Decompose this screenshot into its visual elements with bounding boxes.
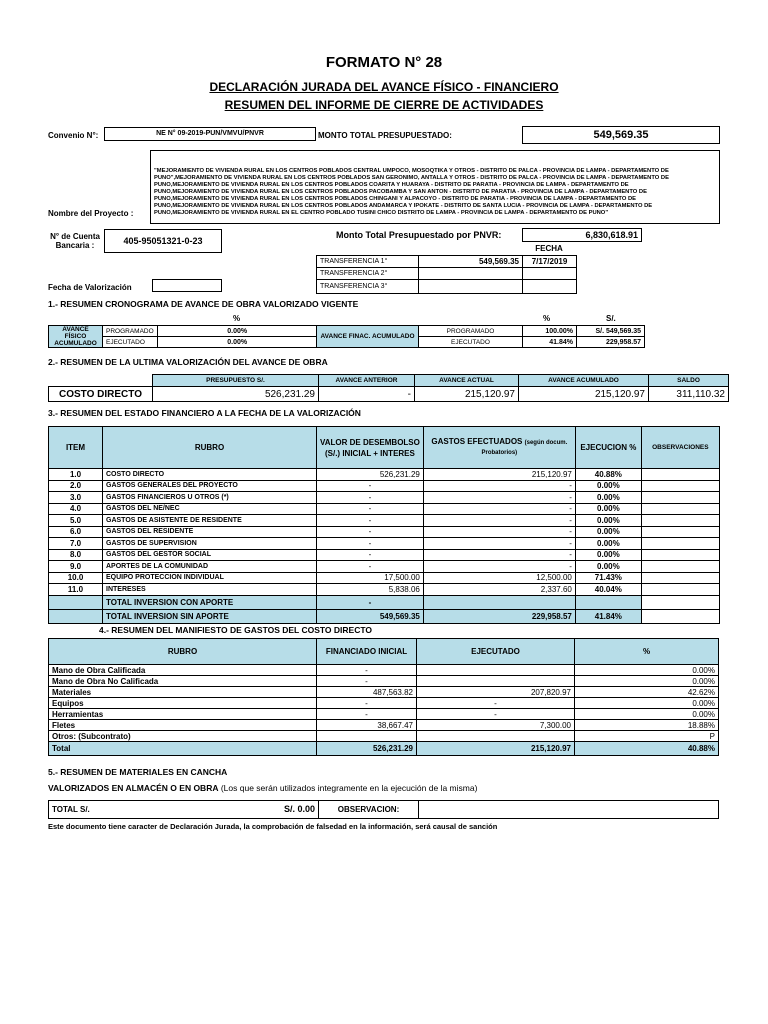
manifiesto-rows [49,665,719,742]
row-rubro: EQUIPO PROTECCION INDIVIDUAL [103,572,317,584]
manifiesto-ejec: - [417,709,575,720]
transferencia-label: TRANSFERENCIA 2° [317,268,419,280]
header-observaciones: OBSERVACIONES [641,427,719,469]
proyecto-line: PUNO,MEJORAMIENTO DE VIVIENDA RURAL EN LOS CENTROS POBLADOS COARITA Y HUARAYA - DISTRITO DE PARATIA - PROVINCIA DE LAMPA - DEPARTAMENTO DE [154,182,629,188]
manifiesto-table [48,638,719,756]
transferencia-fecha [523,268,577,280]
proyecto-line: PUNO,MEJORAMIENTO DE VIVIENDA RURAL EN LOS CENTROS POBLADOS CHINGANI Y ALPACOYO - DISTRITO DE PARATIA - PROVINCIA DE LAMPA - DEPARTAMENTO DE [154,196,637,202]
row-gastos: - [423,480,575,492]
materiales-total-label: TOTAL S/. [52,805,90,814]
transferencia-monto [419,280,523,294]
manifiesto-total-label: Total [49,742,317,756]
manifiesto-pct: 42.62% [575,687,719,698]
valorizacion-header-row [49,375,729,387]
row-valor: - [317,538,424,550]
transferencia-label: TRANSFERENCIA 3° [317,280,419,294]
row-rubro: GASTOS DEL GESTOR SOCIAL [103,549,317,561]
transferencia-label: TRANSFERENCIA 1° [317,256,419,268]
row-rubro: GASTOS FINANCIEROS U OTROS (*) [103,492,317,504]
document-title: FORMATO N° 28 [325,54,443,71]
transferencias-table [316,255,577,294]
section-5-subtitle-bold: VALORIZADOS EN ALMACÉN O EN OBRA [48,783,219,793]
convenio-label: Convenio N°: [48,131,99,140]
row-observaciones [641,549,719,561]
avance-fisico-table [48,325,318,348]
manifiesto-total-pct: 40.88% [575,742,719,756]
total-con-label: TOTAL INVERSION CON APORTE [103,595,317,609]
fisico-ejecutado-value: 0.00% [157,337,317,348]
financ-programado-soles: S/. 549,569.35 [577,326,645,337]
row-ejecucion: 0.00% [575,561,641,573]
estado-financiero-header-row [49,427,720,469]
row-rubro: COSTO DIRECTO [103,469,317,481]
manifiesto-pct: 0.00% [575,676,719,687]
row-item: 4.0 [49,503,103,515]
row-ejecucion: 40.88% [575,469,641,481]
manifiesto-rubro: Otros: (Subcontrato) [49,731,317,742]
row-ejecucion: 0.00% [575,549,641,561]
manifiesto-pct: P [575,731,719,742]
header-valor [317,427,424,469]
row-item: 7.0 [49,538,103,550]
row-valor: - [317,561,424,573]
transferencia-fecha [523,280,577,294]
row-item: 3.0 [49,492,103,504]
financ-ejecutado-pct: 41.84% [523,337,577,348]
row-gastos: - [423,492,575,504]
manifiesto-fin: - [317,676,417,687]
section-5-title: 5.- RESUMEN DE MATERIALES EN CANCHA [48,767,228,777]
estado-financiero-row [49,584,720,596]
manifiesto-pct: 18.88% [575,720,719,731]
valorizacion-row [49,387,729,402]
fecha-header: FECHA [535,244,563,253]
section-5-subtitle [48,783,477,793]
monto-total-value: 549,569.35 [522,126,720,144]
estado-financiero-table [48,426,720,624]
cuenta-label-line: N° de Cuenta [50,232,100,241]
row-observaciones [641,584,719,596]
pnvr-value: 6,830,618.91 [522,228,642,242]
financ-pct-header: % [543,314,551,323]
footer-note: Este documento tiene caracter de Declaración Jurada, la comprobación de falsedad en la información, será causal de sanción [48,822,498,831]
proyecto-text [154,168,717,217]
materiales-table [48,800,719,819]
proyecto-box [150,150,720,224]
manifiesto-row [49,709,719,720]
header-gastos-note-2: Probatorios) [481,450,518,456]
section-4-title: 4.- RESUMEN DEL MANIFIESTO DE GASTOS DEL COSTO DIRECTO [99,625,372,635]
valorizacion-header: AVANCE ANTERIOR [319,375,415,387]
manifiesto-fin [317,731,417,742]
fisico-programado-value: 0.00% [157,326,317,337]
manifiesto-ejec [417,665,575,676]
header-gastos-note: (según docum. [524,440,568,446]
row-item: 8.0 [49,549,103,561]
header-valor-line: VALOR DE DESEMBOLSO [320,437,420,447]
cuenta-label-line: Bancaria : [55,241,95,250]
transferencia-row [317,280,577,294]
total-con-aporte-row [49,595,720,609]
row-item: 2.0 [49,480,103,492]
header-valor-line: (S/.) INICIAL + INTERES [324,448,415,458]
estado-financiero-row [49,561,720,573]
row-rubro: GASTOS GENERALES DEL PROYECTO [103,480,317,492]
row-valor: 5,838.06 [317,584,424,596]
valorizacion-presupuesto: 526,231.29 [153,387,319,402]
row-gastos: 215,120.97 [423,469,575,481]
row-valor: - [317,480,424,492]
manifiesto-header: RUBRO [49,639,317,665]
valorizacion-header: AVANCE ACUMULADO [519,375,649,387]
manifiesto-pct: 0.00% [575,709,719,720]
valorizacion-row-label: COSTO DIRECTO [49,387,153,402]
row-valor: - [317,515,424,527]
financ-ejecutado-label: EJECUTADO [419,337,523,348]
cuenta-label [40,232,110,250]
row-ejecucion: 0.00% [575,480,641,492]
proyecto-line: PUNO,MEJORAMIENTO DE VIVIENDA RURAL EN LOS CENTROS POBLADOS ANDAMARCA Y IPOKATE - DISTRITO DE SANTA LUCIA - PROVINCIA DE LAMPA - DEPARTAMENTO DE [154,203,653,209]
manifiesto-fin: - [317,698,417,709]
materiales-total-value: S/. 0.00 [283,804,315,814]
financ-programado-label: PROGRAMADO [419,326,523,337]
row-ejecucion: 0.00% [575,503,641,515]
manifiesto-rubro: Herramientas [49,709,317,720]
row-rubro: GASTOS DE SUPERVISION [103,538,317,550]
row-ejecucion: 40.04% [575,584,641,596]
section-5-subtitle-rest: (Los que serán utilizados integramente en la ejecución de la misma) [218,783,478,793]
proyecto-line: PUNO",MEJORAMIENTO DE VIVIENDA RURAL EN LOS CENTROS POBLADOS SAN GERONIMO, ANTALLA Y OTROS - DISTRITO DE PALCA - PROVINCIA DE LAMPA - DEPARTAMENTO DE [154,175,669,181]
manifiesto-row [49,665,719,676]
materiales-obs-label: OBSERVACION: [319,801,419,819]
proyecto-label: Nombre del Proyecto : [48,209,134,218]
fecha-valorizacion-value [152,279,222,292]
manifiesto-row [49,687,719,698]
valorizacion-saldo: 311,110.32 [649,387,729,402]
fisico-ejecutado-label: EJECUTADO [103,337,158,348]
transferencia-row [317,256,577,268]
row-rubro: APORTES DE LA COMUNIDAD [103,561,317,573]
row-observaciones [641,503,719,515]
manifiesto-ejec [417,731,575,742]
materiales-obs-value [419,801,719,819]
row-item: 6.0 [49,526,103,538]
avance-financ-table [316,325,645,348]
estado-financiero-row [49,549,720,561]
manifiesto-pct: 0.00% [575,698,719,709]
manifiesto-rubro: Mano de Obra Calificada [49,665,317,676]
row-item: 10.0 [49,572,103,584]
row-rubro: GASTOS DEL RESIDENTE [103,526,317,538]
fecha-valorizacion-label: Fecha de Valorización [48,283,132,292]
valorizacion-anterior: - [319,387,415,402]
valorizacion-header: PRESUPUESTO S/. [153,375,319,387]
row-ejecucion: 71.43% [575,572,641,584]
materiales-total-cell [49,801,319,819]
row-gastos: - [423,515,575,527]
transferencia-fecha: 7/17/2019 [523,256,577,268]
row-valor: - [317,526,424,538]
fisico-row-programado [49,326,318,337]
total-sin-gastos: 229,958.57 [423,609,575,623]
manifiesto-pct: 0.00% [575,665,719,676]
convenio-value: NE N° 09-2019-PUN/VMVU/PNVR [104,127,316,141]
row-observaciones [641,572,719,584]
estado-financiero-row [49,515,720,527]
manifiesto-row [49,731,719,742]
proyecto-line: PUNO,MEJORAMIENTO DE VIVIENDA RURAL EN EL CENTRO POBLADO TUSINI CHICO DISTRITO DE LAMPA - PROVINCIA DE LAMPA - DEPARTAMENTO DE PUNO" [154,210,609,216]
total-sin-empty [49,609,103,623]
fisico-programado-label: PROGRAMADO [103,326,158,337]
row-item: 11.0 [49,584,103,596]
estado-financiero-row [49,526,720,538]
row-gastos: - [423,549,575,561]
manifiesto-row [49,698,719,709]
row-observaciones [641,469,719,481]
manifiesto-fin: 487,563.82 [317,687,417,698]
total-sin-label: TOTAL INVERSION SIN APORTE [103,609,317,623]
total-con-ejec [575,595,641,609]
row-rubro: INTERESES [103,584,317,596]
row-observaciones [641,515,719,527]
proyecto-line: "MEJORAMIENTO DE VIVIENDA RURAL EN LOS CENTROS POBLADOS CENTRAL UMPOCO, MOSOQTIKA Y OTROS - DISTRITO DE PALCA - PROVINCIA DE LAMPA - DEPARTAMENTO DE [154,168,669,174]
financ-soles-header: S/. [606,314,616,323]
estado-financiero-row [49,538,720,550]
header-gastos [423,427,575,469]
manifiesto-fin: 38,667.47 [317,720,417,731]
estado-financiero-row [49,492,720,504]
manifiesto-ejec: 207,820.97 [417,687,575,698]
row-ejecucion: 0.00% [575,492,641,504]
estado-financiero-row [49,480,720,492]
row-observaciones [641,561,719,573]
row-item: 5.0 [49,515,103,527]
financ-ejecutado-soles: 229,958.57 [577,337,645,348]
row-observaciones [641,492,719,504]
document-subtitle: DECLARACIÓN JURADA DEL AVANCE FÍSICO - FINANCIERO [209,80,559,94]
manifiesto-ejec: - [417,698,575,709]
total-sin-ejec: 41.84% [575,609,641,623]
manifiesto-fin: - [317,665,417,676]
valorizacion-acumulado: 215,120.97 [519,387,649,402]
manifiesto-row [49,676,719,687]
total-con-gastos [423,595,575,609]
row-valor: - [317,503,424,515]
section-2-title: 2.- RESUMEN DE LA ULTIMA VALORIZACIÓN DEL AVANCE DE OBRA [48,357,328,367]
header-gastos-line: GASTOS EFECTUADOS [431,437,523,446]
estado-financiero-rows [49,469,720,596]
valorizacion-actual: 215,120.97 [415,387,519,402]
total-sin-obs [641,609,719,623]
row-gastos: - [423,526,575,538]
manifiesto-rubro: Equipos [49,698,317,709]
row-ejecucion: 0.00% [575,538,641,550]
materiales-row [49,801,719,819]
transferencia-monto [419,268,523,280]
row-gastos: - [423,503,575,515]
valorizacion-header: AVANCE ACTUAL [415,375,519,387]
manifiesto-rubro: Materiales [49,687,317,698]
fisico-pct-header: % [233,314,241,323]
manifiesto-total-fin: 526,231.29 [317,742,417,756]
total-con-valor: - [317,595,424,609]
proyecto-line: PUNO,MEJORAMIENTO DE VIVIENDA RURAL EN LOS CENTROS POBLADOS PACOBAMBA Y SAN ANTON - DISTRITO DE PARATIA - PROVINCIA DE LAMPA - DEPARTAMENTO DE [154,189,647,195]
header-item: ITEM [49,427,103,469]
section-1-title: 1.- RESUMEN CRONOGRAMA DE AVANCE DE OBRA VALORIZADO VIGENTE [48,299,359,309]
row-item: 9.0 [49,561,103,573]
financ-row-programado [317,326,645,337]
row-valor: - [317,492,424,504]
row-gastos: 2,337.60 [423,584,575,596]
header-ejecucion: EJECUCION % [575,427,641,469]
document-subtitle-2: RESUMEN DEL INFORME DE CIERRE DE ACTIVIDADES [224,98,544,112]
row-valor: 526,231.29 [317,469,424,481]
transferencia-monto: 549,569.35 [419,256,523,268]
total-sin-aporte-row [49,609,720,623]
valorizacion-header-empty [49,375,153,387]
valorizacion-header: SALDO [649,375,729,387]
transferencia-row [317,268,577,280]
row-rubro: GASTOS DE ASISTENTE DE RESIDENTE [103,515,317,527]
row-observaciones [641,480,719,492]
row-ejecucion: 0.00% [575,526,641,538]
manifiesto-row [49,720,719,731]
financ-programado-pct: 100.00% [523,326,577,337]
manifiesto-rubro: Fletes [49,720,317,731]
manifiesto-ejec: 7,300.00 [417,720,575,731]
row-observaciones [641,526,719,538]
total-con-empty [49,595,103,609]
row-valor: 17,500.00 [317,572,424,584]
row-valor: - [317,549,424,561]
cuenta-value: 405-95051321-0-23 [104,229,222,253]
manifiesto-header-row [49,639,719,665]
manifiesto-total-ejec: 215,120.97 [417,742,575,756]
manifiesto-header: % [575,639,719,665]
total-con-obs [641,595,719,609]
row-ejecucion: 0.00% [575,515,641,527]
row-item: 1.0 [49,469,103,481]
row-gastos: - [423,561,575,573]
row-gastos: - [423,538,575,550]
manifiesto-rubro: Mano de Obra No Calificada [49,676,317,687]
monto-total-label: MONTO TOTAL PRESUPUESTADO: [318,131,452,140]
row-rubro: GASTOS DEL NE/NEC [103,503,317,515]
financ-label: AVANCE FINAC. ACUMULADO [317,326,419,348]
header-rubro: RUBRO [103,427,317,469]
valorizacion-table [48,374,729,402]
row-gastos: 12,500.00 [423,572,575,584]
section-3-title: 3.- RESUMEN DEL ESTADO FINANCIERO A LA FECHA DE LA VALORIZACIÓN [48,408,361,418]
fisico-label: AVANCE FÍSICO ACUMULADO [49,326,103,348]
manifiesto-header: FINANCIADO INICIAL [317,639,417,665]
manifiesto-header: EJECUTADO [417,639,575,665]
estado-financiero-row [49,503,720,515]
manifiesto-total-row [49,742,719,756]
manifiesto-ejec [417,676,575,687]
estado-financiero-row [49,469,720,481]
manifiesto-fin: - [317,709,417,720]
pnvr-label: Monto Total Presupuestado por PNVR: [336,230,502,240]
total-sin-valor: 549,569.35 [317,609,424,623]
row-observaciones [641,538,719,550]
estado-financiero-row [49,572,720,584]
